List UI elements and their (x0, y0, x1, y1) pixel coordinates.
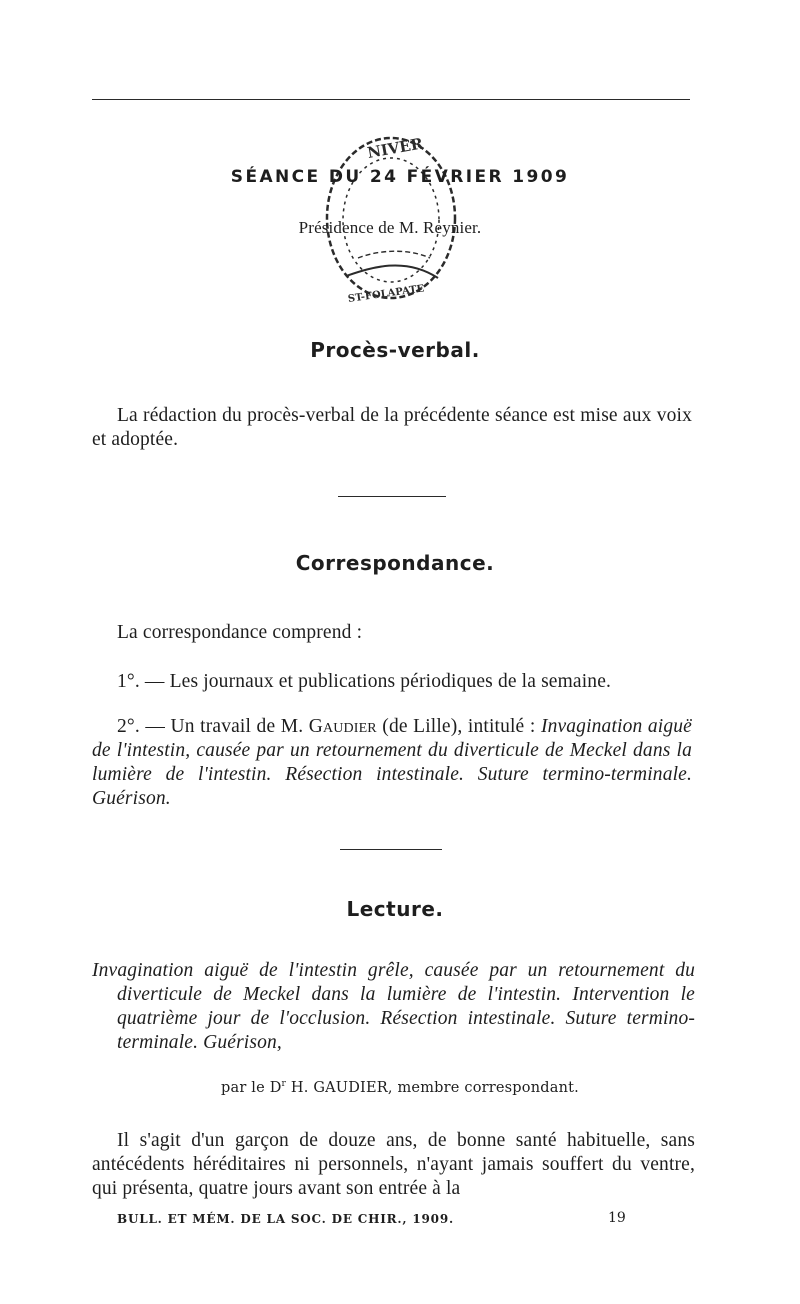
byline-sup: r (281, 1079, 287, 1089)
proces-verbal-text: La rédaction du procès-verbal de la précédente séance est mise aux voix et adoptée. (92, 405, 692, 450)
footer-journal: BULL. ET MÉM. DE LA SOC. DE CHIR., 1909. (117, 1212, 454, 1226)
correspondance-item-1: 1°. — Les journaux et publications périodiques de la semaine. (117, 671, 612, 692)
lecture-body: Il s'agit d'un garçon de douze ans, de bonne santé habituelle, sans antécédents héréditaires ni personnels, n'ayant jamais souffert du ventre, qui présenta, quatre jours avant son entrée à la (92, 1130, 695, 1199)
stamp-top-text: NIVER (365, 134, 425, 162)
session-title: SÉANCE DU 24 FÉVRIER 1909 (230, 167, 570, 187)
byline-rest: H. GAUDIER, membre correspondant. (286, 1079, 579, 1096)
lecture-byline (100, 1079, 700, 1096)
lecture-title: Invagination aiguë de l'intestin grêle, causée par un retournement du diverticule de Meckel dans la lumière de l'intestin. Intervention le quatrième jour de l'occlusion. Résection intestinale. Suture termino-terminale. Guérison, (92, 960, 695, 1053)
correspondance-item-2 (92, 715, 692, 811)
correspondance-intro: La correspondance comprend : (117, 622, 363, 643)
stamp-bottom-text: ST-FOLAPATE (347, 283, 425, 305)
proces-verbal-heading: Procès-verbal. (310, 338, 480, 362)
section-divider (338, 496, 446, 497)
presidency-line: Présidence de M. Reynier. (298, 218, 482, 237)
section-divider (340, 849, 442, 850)
correspondance-heading: Correspondance. (295, 551, 495, 575)
footer-page-number: 19 (608, 1210, 626, 1226)
item2-author: Gaudier (308, 716, 377, 737)
top-rule (92, 99, 690, 100)
byline-prefix: par le D (221, 1079, 282, 1096)
item2-prefix: 2°. — Un travail de M. (117, 716, 309, 737)
item2-mid: (de Lille), intitulé : (376, 716, 541, 737)
lecture-heading: Lecture. (346, 897, 444, 921)
item2-title: Invagination aiguë de l'intestin, causée par un retournement du diverticule de Meckel dans la lumière de l'intestin. Résection intestinale. Suture termino-terminale. Guérison. (92, 716, 692, 809)
